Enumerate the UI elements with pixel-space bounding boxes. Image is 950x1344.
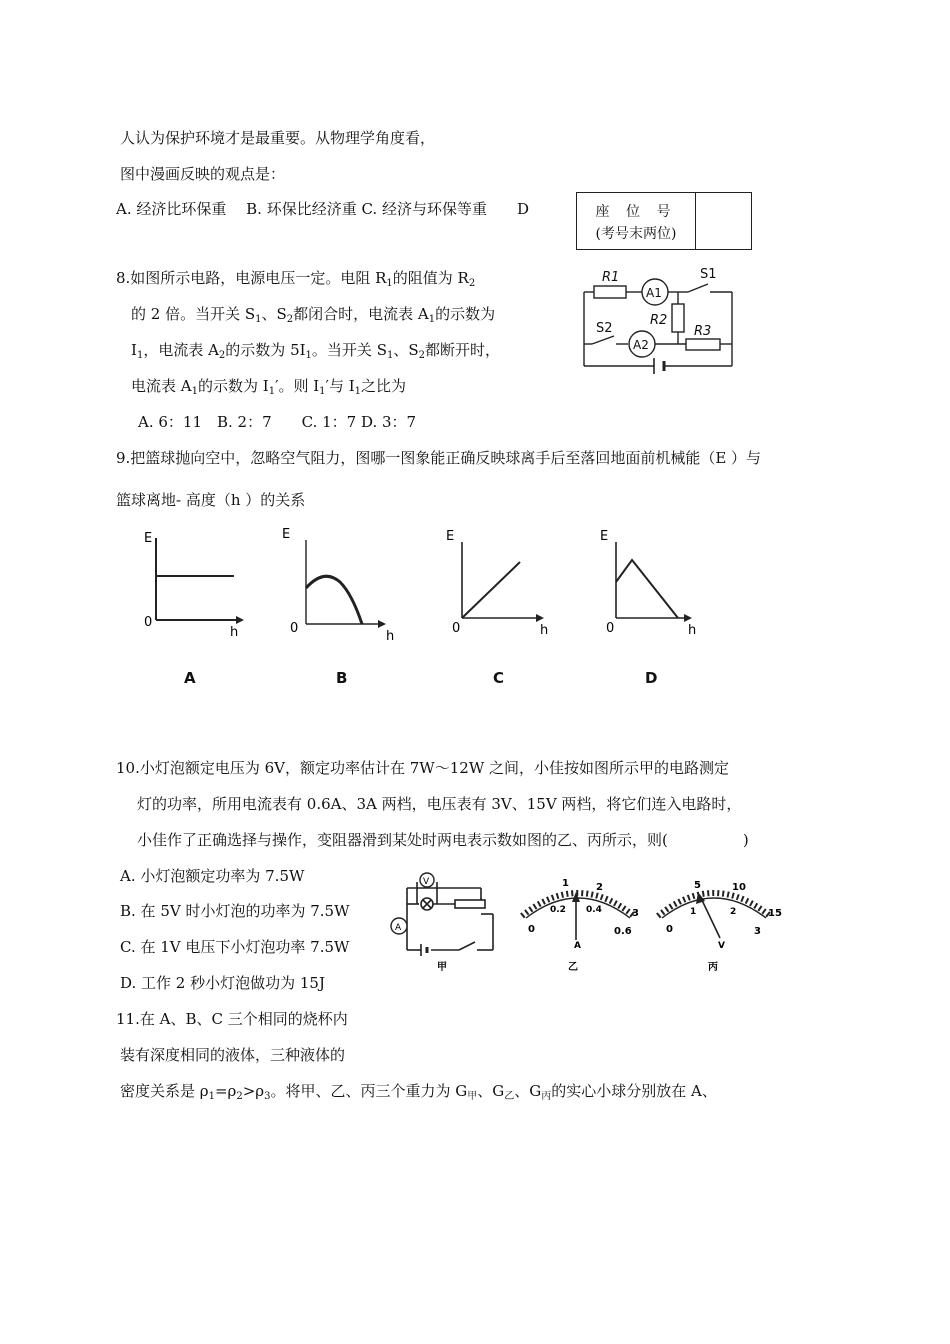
graph-b-e-label: E bbox=[282, 527, 291, 542]
voltmeter-tick-10: 10 bbox=[732, 882, 746, 893]
q7-line1: 人认为保护环境才是最重要。从物理学角度看， bbox=[120, 129, 436, 147]
seat-note: (考号末两位) bbox=[595, 226, 677, 242]
fig-yi-label: 乙 bbox=[568, 962, 578, 973]
q8-line3: $I_1$，电流表 $A_2$的示数为 $5I_1$。当开关 $S_1$、$S_2$都断开时， bbox=[131, 341, 501, 361]
ammeter-tick-1: 1 bbox=[562, 878, 569, 889]
label-s2: S2 bbox=[596, 321, 613, 336]
graph-d bbox=[596, 530, 716, 640]
graph-b-origin: 0 bbox=[290, 621, 299, 636]
fig-bing-label: 丙 bbox=[708, 962, 718, 973]
q8-options: A. 6：11 B. 2：7 C. 1：7 D. 3：7 bbox=[138, 413, 417, 431]
label-r2: R2 bbox=[650, 313, 668, 328]
ammeter-tick-0: 0 bbox=[528, 924, 535, 935]
graph-d-e-label: E bbox=[600, 529, 609, 544]
q8-line2: 的 2 倍。当开关 $S_1$、$S_2$都闭合时，电流表 $A_1$的示数为 bbox=[131, 305, 496, 325]
resistor-r2 bbox=[672, 304, 684, 332]
q10-voltmeter-bing bbox=[650, 876, 786, 976]
graph-a-h-label: h bbox=[230, 625, 239, 640]
seat-divider bbox=[695, 193, 696, 249]
q8-line4: 电流表 $A_1$的示数为 $I_1'$。则 $I_1'$与 $I_1$之比为 bbox=[131, 377, 407, 397]
resistor-r1 bbox=[594, 286, 626, 298]
ammeter-tick-0-2: 0.2 bbox=[550, 905, 566, 915]
q11-line3: 密度关系是 $\rho_1=\rho_2>\rho_3$。将甲、乙、丙三个重力为 $G_甲$、$G_乙$、$G_丙$的实心小球分别放在 A、 bbox=[120, 1082, 717, 1102]
q10-line1: 10.小灯泡额定电压为 6V，额定功率估计在 7W～12W 之间，小佳按如图所示甲的电路测定 bbox=[116, 759, 730, 777]
graph-d-curve bbox=[616, 560, 678, 618]
ammeter-tick-0-6: 0.6 bbox=[614, 926, 632, 937]
ammeter-tick-3: 3 bbox=[632, 908, 639, 919]
voltmeter-pointer bbox=[700, 896, 720, 938]
label-a1: A1 bbox=[646, 286, 662, 300]
graph-c-curve bbox=[462, 562, 520, 618]
q9-line1: 9.把篮球抛向空中，忽略空气阻力，图哪一图象能正确反映球离手后至落回地面前机械能（E ）与 bbox=[116, 449, 762, 467]
graph-a-letter: A bbox=[184, 669, 196, 687]
graph-b-letter: B bbox=[336, 669, 348, 687]
ammeter-label: A bbox=[395, 923, 402, 933]
graph-b bbox=[280, 528, 400, 643]
graph-d-h-label: h bbox=[688, 623, 697, 638]
q9-line2: 篮球离地- 高度（h ）的关系 bbox=[116, 491, 306, 509]
ammeter-tick-0-4: 0.4 bbox=[586, 905, 602, 915]
voltmeter-tick-5: 5 bbox=[694, 880, 701, 891]
voltmeter-tick-15: 15 bbox=[768, 908, 782, 919]
label-r3: R3 bbox=[694, 324, 712, 339]
voltmeter-pointer-label: V bbox=[718, 941, 725, 951]
label-s1: S1 bbox=[700, 267, 717, 282]
resistor-r3 bbox=[686, 339, 720, 350]
voltmeter-tick-3: 3 bbox=[754, 926, 761, 937]
voltmeter-tick-1: 1 bbox=[690, 907, 697, 917]
voltmeter-tick-2: 2 bbox=[730, 907, 737, 917]
q10-option-a: A. 小灯泡额定功率为 7.5W bbox=[120, 867, 305, 885]
q10-line3: 小佳作了正确选择与操作，变阻器滑到某处时两电表示数如图的乙、丙所示，则( ) bbox=[137, 831, 749, 849]
q11-line2: 装有深度相同的液体，三种液体的 bbox=[120, 1046, 346, 1064]
graph-a bbox=[140, 528, 250, 638]
ammeter-tick-2: 2 bbox=[596, 882, 603, 893]
graph-c bbox=[440, 530, 560, 640]
graph-a-origin: 0 bbox=[144, 615, 153, 630]
q11-line1: 11.在 A、B、C 三个相同的烧杯内 bbox=[116, 1010, 348, 1028]
q10-ammeter-yi bbox=[510, 876, 646, 976]
graph-c-letter: C bbox=[493, 669, 505, 687]
graph-c-origin: 0 bbox=[452, 621, 461, 636]
q10-option-c: C. 在 1V 电压下小灯泡功率 7.5W bbox=[120, 938, 350, 956]
q10-circuit-jia bbox=[385, 870, 505, 975]
rheostat-icon bbox=[455, 900, 485, 908]
seat-label: 座 位 号 bbox=[595, 204, 677, 220]
graph-d-letter: D bbox=[645, 669, 658, 687]
voltmeter-label: V bbox=[423, 877, 430, 887]
seat-number-box bbox=[576, 192, 752, 250]
switch-s2 bbox=[592, 336, 614, 344]
label-r1: R1 bbox=[602, 270, 620, 285]
graph-b-curve bbox=[306, 576, 362, 624]
label-a2: A2 bbox=[633, 338, 649, 352]
voltmeter-tick-0: 0 bbox=[666, 924, 673, 935]
q7-options: A. 经济比环保重 B. 环保比经济重 C. 经济与环保等重 D bbox=[116, 200, 529, 218]
fig-jia-label: 甲 bbox=[437, 962, 447, 973]
q8-line1: 8.如图所示电路，电源电压一定。电阻 $R_1$的阻值为 $R_2$ bbox=[116, 269, 476, 289]
q10-option-d: D. 工作 2 秒小灯泡做功为 15J bbox=[120, 974, 325, 992]
graph-c-h-label: h bbox=[540, 623, 549, 638]
graph-c-e-label: E bbox=[446, 529, 455, 544]
graph-b-h-label: h bbox=[386, 629, 395, 644]
graph-a-e-label: E bbox=[144, 531, 153, 546]
switch-s1 bbox=[688, 284, 708, 292]
q7-line2: 图中漫画反映的观点是： bbox=[120, 165, 286, 183]
graph-d-origin: 0 bbox=[606, 621, 615, 636]
q10-line2: 灯的功率，所用电流表有 0.6A、3A 两档，电压表有 3V、15V 两档，将它们连入电路时， bbox=[137, 795, 742, 813]
q8-circuit-diagram bbox=[570, 262, 740, 382]
q10-option-b: B. 在 5V 时小灯泡的功率为 7.5W bbox=[120, 902, 350, 920]
ammeter-pointer-label: A bbox=[574, 941, 581, 951]
